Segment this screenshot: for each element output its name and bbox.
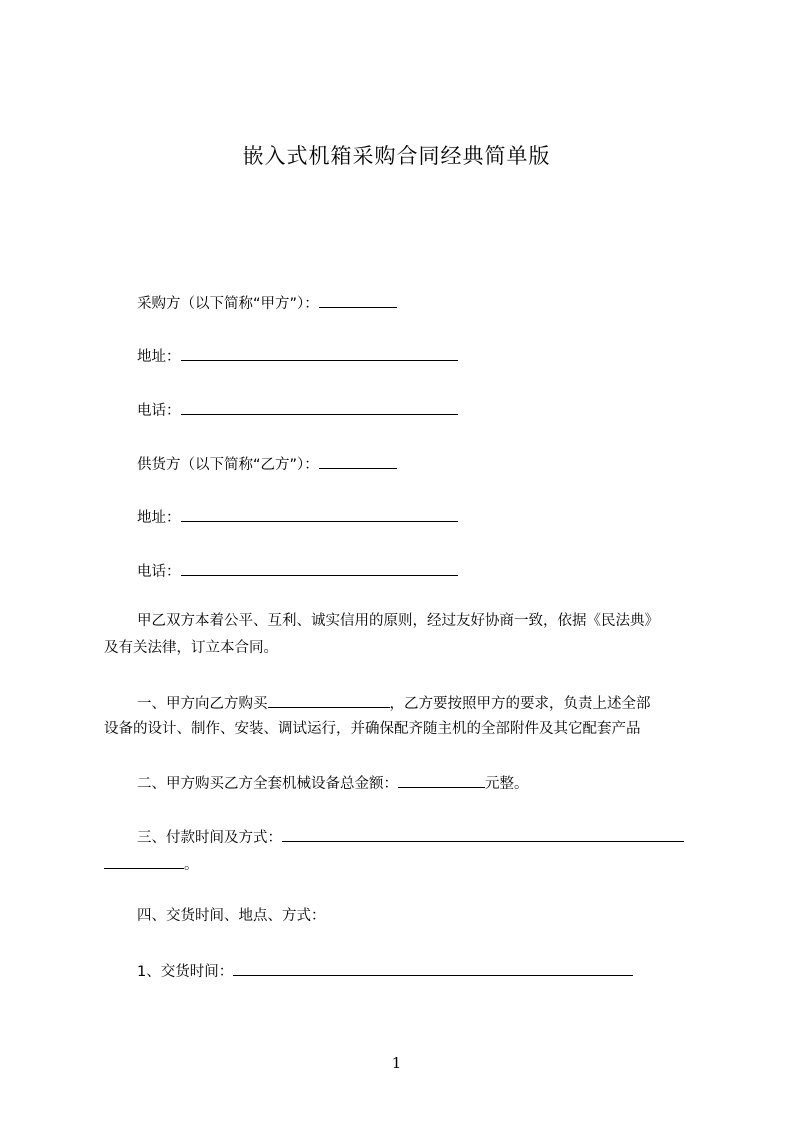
- clause-3-line-1: [137, 826, 684, 848]
- clause-1-line-2: 设备的设计、制作、安装、调试运行，并确保配齐随主机的全部附件及其它配套产品: [104, 721, 641, 737]
- item-1-label: 1、交货时间：: [137, 964, 234, 980]
- clause-2-suffix: 元整。: [485, 776, 529, 792]
- buyer-phone-label: 电话：: [137, 403, 181, 419]
- clause-2-prefix: 二、甲方购买乙方全套机械设备总金额：: [137, 776, 398, 792]
- clause-1-product-field[interactable]: [268, 692, 390, 708]
- clause-3-period: 。: [184, 857, 199, 873]
- supplier-address-line: [137, 506, 458, 528]
- clause-3-prefix: 三、付款时间及方式：: [137, 830, 282, 846]
- supplier-name-field[interactable]: [319, 453, 397, 469]
- buyer-address-label: 地址：: [137, 349, 181, 365]
- buyer-name-field[interactable]: [319, 292, 397, 308]
- buyer-phone-line: [137, 399, 458, 421]
- supplier-address-label: 地址：: [137, 510, 181, 526]
- document-title: 嵌入式机箱采购合同经典简单版: [242, 144, 551, 168]
- clause-3-payment-field-cont[interactable]: [104, 853, 184, 869]
- supplier-phone-field[interactable]: [181, 560, 458, 576]
- clause-2-amount-field[interactable]: [398, 772, 485, 788]
- supplier-phone-label: 电话：: [137, 564, 181, 580]
- clause-4-heading: 四、交货时间、地点、方式：: [137, 908, 326, 924]
- supplier-line: [137, 453, 397, 475]
- clause-1-line-1: [137, 692, 651, 714]
- clause-1-prefix: 一、甲方向乙方购买: [137, 696, 268, 712]
- supplier-label: 供货方（以下简称“乙方”）：: [137, 457, 319, 473]
- clause-3-line-2: [104, 853, 199, 875]
- supplier-address-field[interactable]: [181, 506, 458, 522]
- clause-1-suffix: ，乙方要按照甲方的要求，负责上述全部: [389, 696, 651, 712]
- buyer-phone-field[interactable]: [181, 399, 458, 415]
- clause-2-line: [137, 772, 529, 794]
- intro-line-1: 甲乙双方本着公平、互利、诚实信用的原则，经过友好协商一致，依据《民法典》: [137, 613, 659, 629]
- supplier-phone-line: [137, 560, 458, 582]
- item-1-line: [137, 960, 633, 982]
- buyer-label: 采购方（以下简称“甲方”）：: [137, 296, 319, 312]
- buyer-address-field[interactable]: [181, 345, 458, 361]
- delivery-time-field[interactable]: [233, 960, 633, 976]
- buyer-address-line: [137, 345, 458, 367]
- intro-line-2: 及有关法律，订立本合同。: [104, 640, 278, 656]
- buyer-line: [137, 292, 397, 314]
- clause-3-payment-field[interactable]: [282, 826, 684, 842]
- page-number: 1: [391, 1054, 402, 1072]
